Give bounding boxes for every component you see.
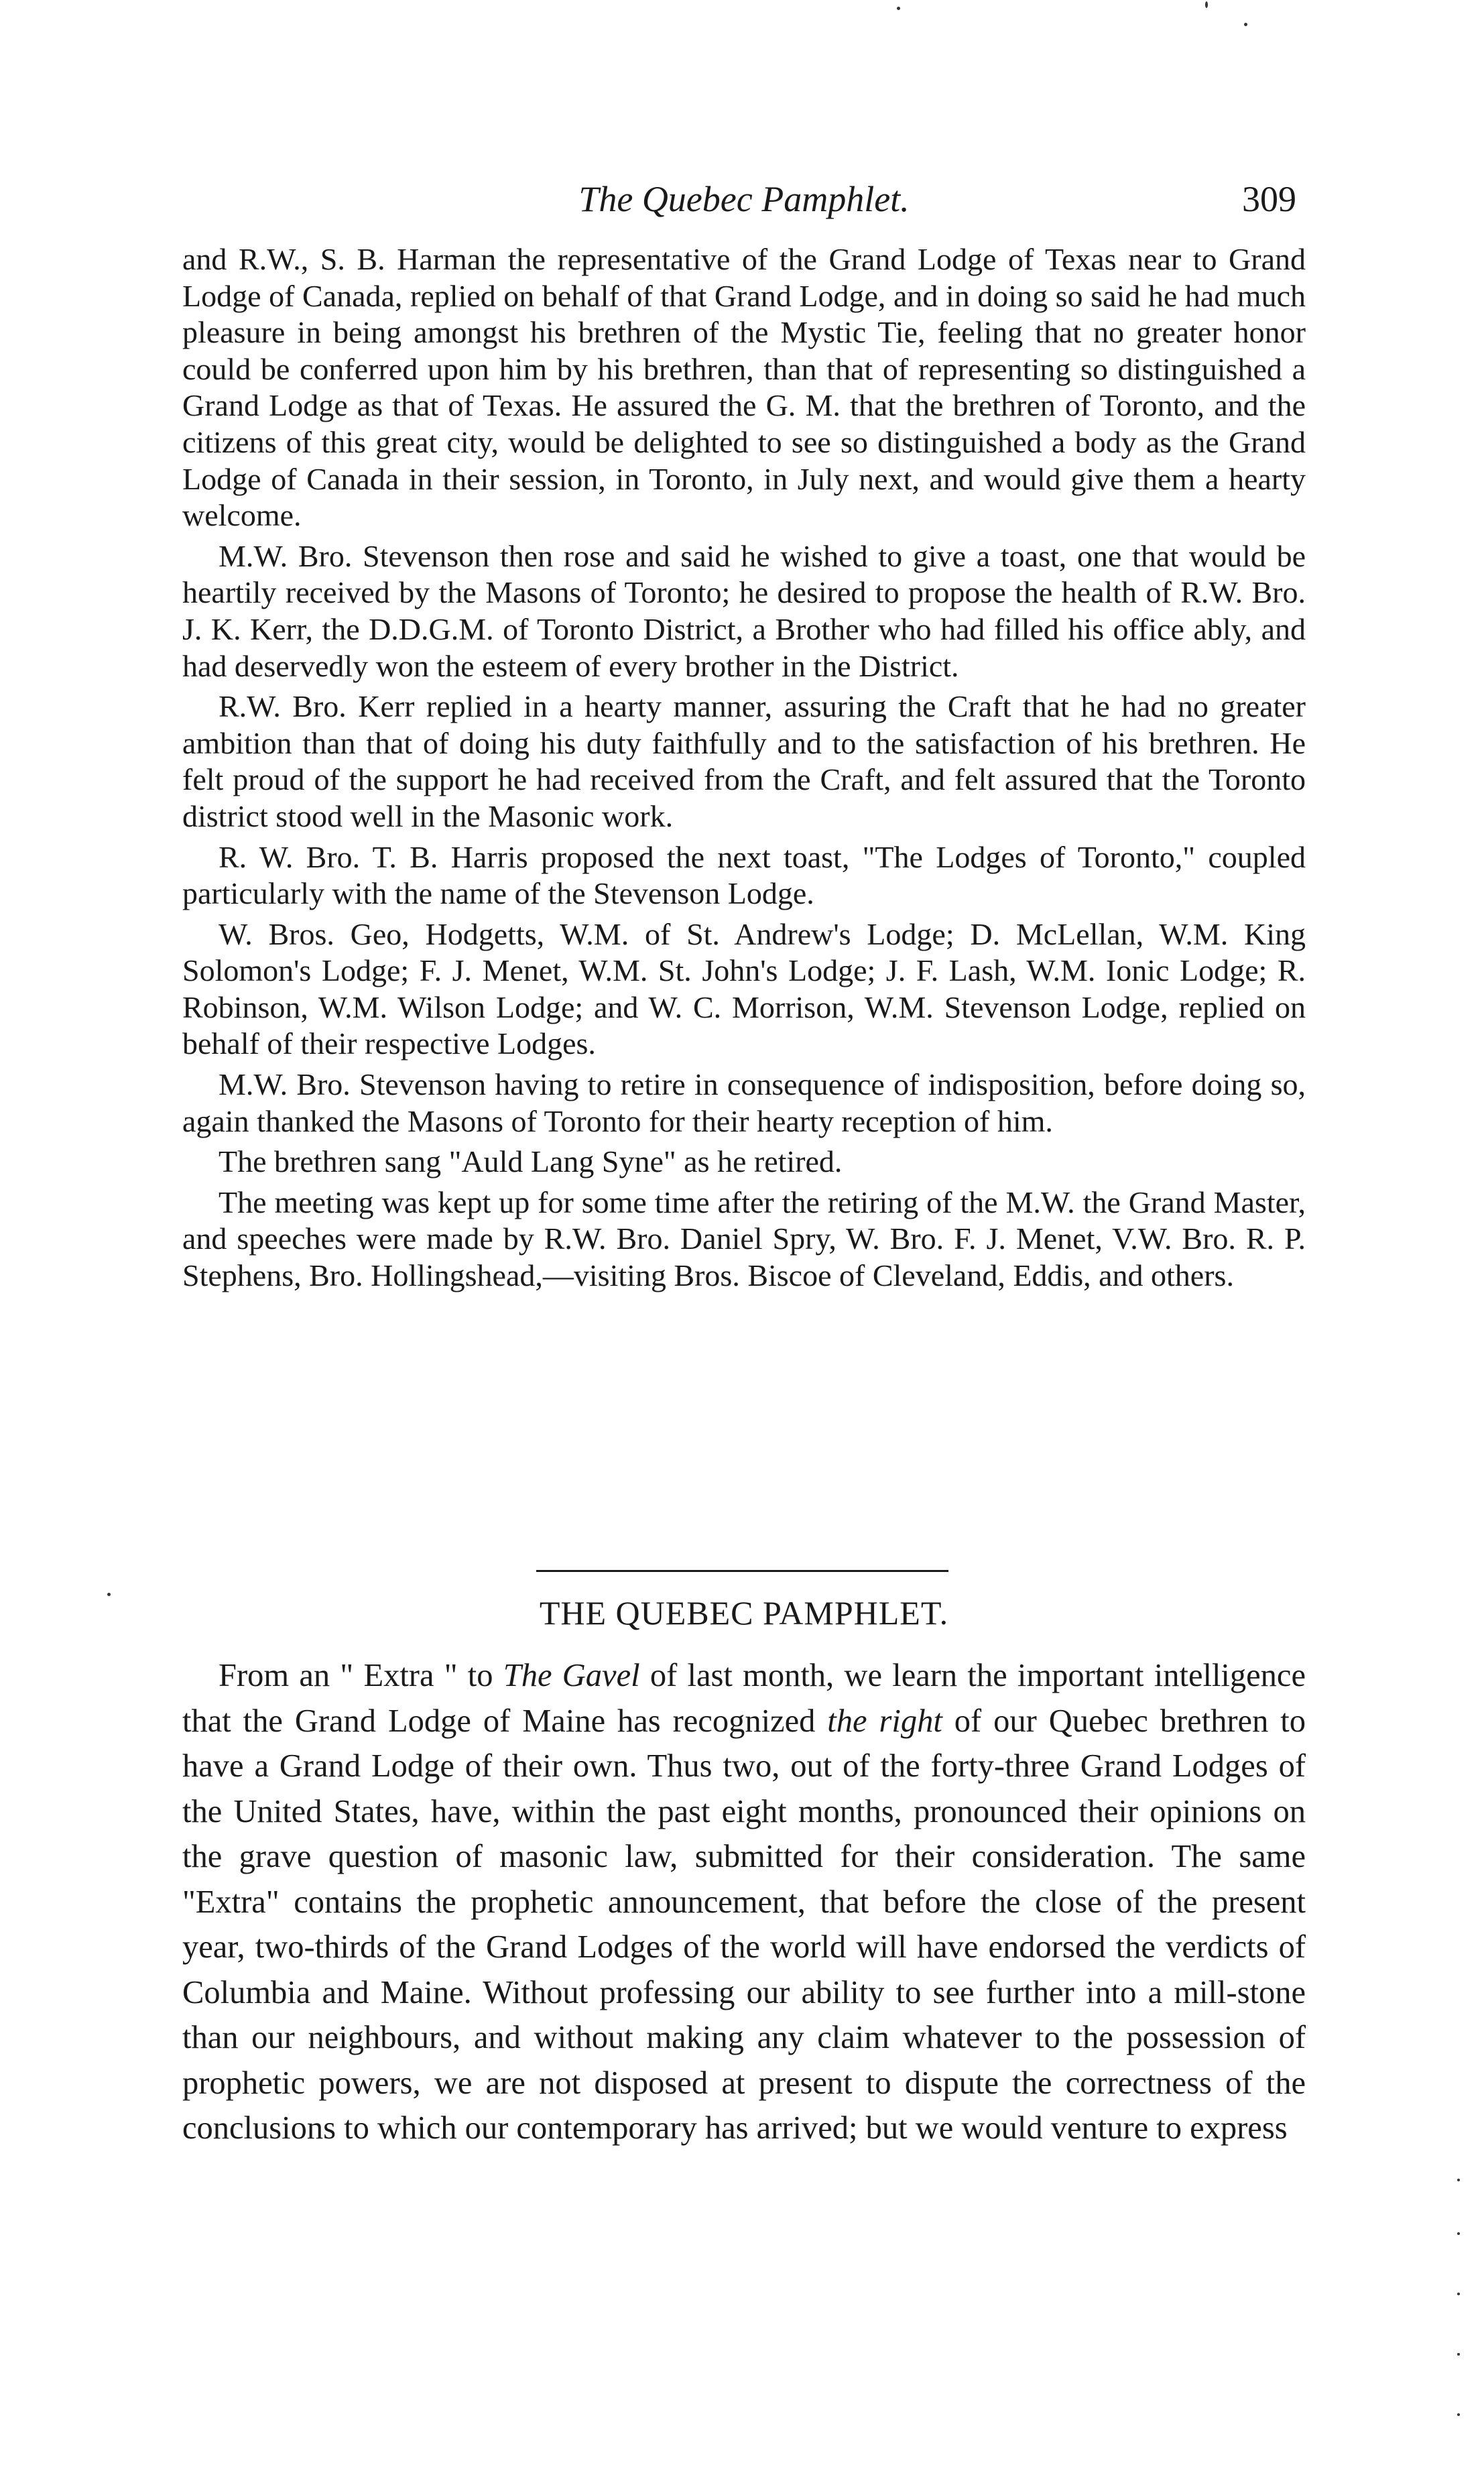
page-number: 309 — [1242, 179, 1296, 219]
paragraph-kerr-reply: R.W. Bro. Kerr replied in a hearty manner, assuring the Craft that he had no greater ambition than that of doing his duty faithfully and to the satisfaction of his brethren. He felt proud of the support he had received from the Craft, and felt assured that the Toronto district stood well in the Masonic work. — [182, 689, 1306, 833]
text-run: of last month, we learn the important intelligence that the Grand Lodge of Maine has recognized — [182, 1658, 1306, 1739]
paragraph-stevenson-toast: M.W. Bro. Stevenson then rose and said he wished to give a toast, one that would be heartily received by the Masons of Toronto; he desired to propose the health of R.W. Bro. J. K. Kerr, the D.D.G.M. of Toronto District, a Brother who had filled his office ably, and had deservedly won the esteem of every brother in the District. — [182, 538, 1306, 683]
paragraph-harman-reply: and R.W., S. B. Harman the representative of the Grand Lodge of Texas near to Grand Lodge of Canada, replied on behalf of that Grand Lodge, and in doing so said he had much pleasure in being amongst his brethren of the Mystic Tie, feeling that no greater honor could be conferred upon him by his brethren, than that of representing so distinguished a Grand Lodge as that of Texas. He assured the G. M. that the brethren of Toronto, and the citizens of this great city, would be delighted to see so distinguished a body as the Grand Lodge of Canada in their session, in Toronto, in July next, and would give them a hearty welcome. — [182, 242, 1306, 533]
scan-speck — [1457, 2179, 1460, 2181]
scan-speck — [1244, 23, 1247, 26]
paragraph-meeting-continued: The meeting was kept up for some time after the retiring of the M.W. the Grand Master, and speeches were made by R.W. Bro. Daniel Spry, W. Bro. F. J. Menet, V.W. Bro. R. P. Stephens, Bro. Hollingshead,—visiting Bros. Biscoe of Cleveland, Eddis, and others. — [182, 1185, 1306, 1293]
article-text — [182, 1653, 1306, 2151]
paragraph-lodges-reply: W. Bros. Geo, Hodgetts, W.M. of St. Andrew's Lodge; D. McLellan, W.M. King Solomon's Lodge; F. J. Menet, W.M. St. John's Lodge; J. F. Lash, W.M. Ionic Lodge; R. Robinson, W.M. Wilson Lodge; and W. C. Morrison, W.M. Stevenson Lodge, replied on behalf of their respective Lodges. — [182, 916, 1306, 1061]
running-title: The Quebec Pamphlet. — [578, 179, 910, 219]
scan-speck — [1457, 2413, 1460, 2416]
text-run: of our Quebec brethren to have a Grand Lodge of their own. Thus two, out of the forty-three Grand Lodges of the United States, have, within the past eight months, pronounced their opinions on the grave question of masonic law, submitted for their consideration. The same "Extra" contains the prophetic announcement, that before the close of the present year, two-thirds of the Grand Lodges of the world will have endorsed the verdicts of Columbia and Maine. Without professing our ability to see further into a mill-stone than our neighbours, and without making any claim whatever to the possession of prophetic powers, we are not disposed at present to dispute the correctness of the conclusions to which our contemporary has arrived; but we would venture to express — [182, 1703, 1306, 2146]
scan-speck — [1457, 2232, 1460, 2235]
paragraph-harris-toast: R. W. Bro. T. B. Harris proposed the next toast, "The Lodges of Toronto," coupled particularly with the name of the Stevenson Lodge. — [182, 839, 1306, 911]
scan-speck — [897, 7, 900, 10]
report-text — [182, 241, 1306, 1298]
scan-speck — [1205, 1, 1208, 8]
text-run: From an " Extra " to — [219, 1658, 503, 1693]
paragraph-quebec-pamphlet — [182, 1653, 1306, 2151]
italic-run-the-gavel: The Gavel — [503, 1658, 640, 1693]
running-head — [181, 176, 1307, 223]
paragraph-auld-lang-syne: The brethren sang "Auld Lang Syne" as he retired. — [219, 1144, 843, 1179]
section-divider-rule — [536, 1570, 948, 1572]
italic-run-the-right: the right — [827, 1703, 942, 1739]
scan-speck — [1457, 2293, 1460, 2295]
scan-speck — [107, 1593, 111, 1596]
paragraph-stevenson-retire: M.W. Bro. Stevenson having to retire in consequence of indisposition, before doing so, again thanked the Masons of Toronto for their hearty reception of him. — [182, 1067, 1306, 1138]
section-heading: THE QUEBEC PAMPHLET. — [539, 1594, 949, 1632]
scan-speck — [1457, 2353, 1460, 2356]
